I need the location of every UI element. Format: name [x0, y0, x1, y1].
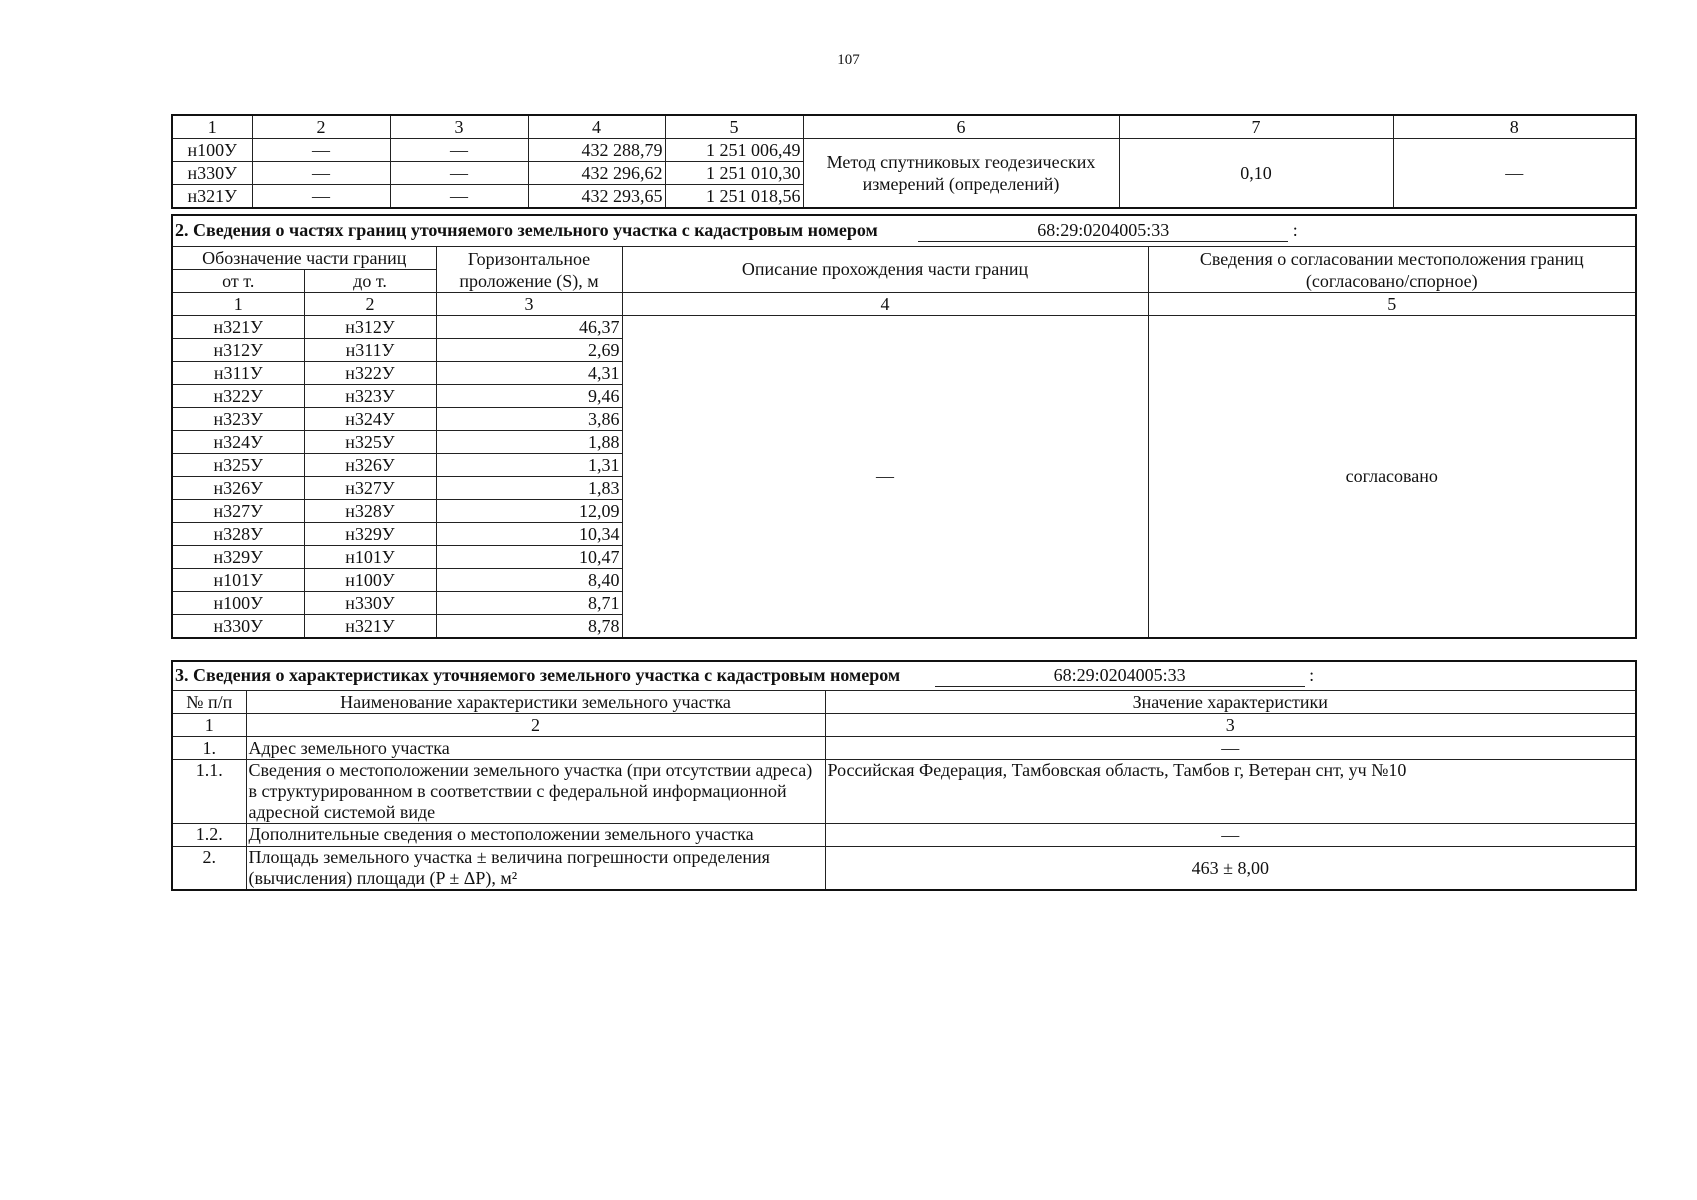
- characteristic-value: Российская Федерация, Тамбовская область, Тамбов г, Ветеран снт, уч №10: [825, 760, 1636, 824]
- page-number: 107: [837, 52, 860, 68]
- characteristic-value: —: [825, 824, 1636, 847]
- section-2-title: 2. Сведения о частях границ уточняемого земельного участка с кадастровым номером: [175, 220, 878, 240]
- value-header: Значение характеристики: [825, 691, 1636, 714]
- to-point: н324У: [304, 408, 436, 431]
- col-number: 1: [172, 714, 246, 737]
- col-number: 3: [436, 293, 622, 316]
- from-point: н324У: [172, 431, 304, 454]
- horizontal-distance: 1,31: [436, 454, 622, 477]
- characteristic-value: 463 ± 8,00: [825, 847, 1636, 891]
- from-point: н321У: [172, 316, 304, 339]
- from-point: н312У: [172, 339, 304, 362]
- col-header: 1: [172, 115, 252, 139]
- col-header: 4: [528, 115, 665, 139]
- point-name: н321У: [172, 185, 252, 209]
- description-header: Описание прохождения части границ: [622, 247, 1148, 293]
- section-3-title: 3. Сведения о характеристиках уточняемого земельного участка с кадастровым номером: [175, 665, 901, 685]
- cell: —: [252, 139, 390, 162]
- horizontal-distance: 10,47: [436, 546, 622, 569]
- from-point: н311У: [172, 362, 304, 385]
- col-header: 8: [1393, 115, 1636, 139]
- boundary-parts-table: [171, 214, 1637, 639]
- horizontal-distance: 1,88: [436, 431, 622, 454]
- name-header: Наименование характеристики земельного участка: [246, 691, 825, 714]
- to-point: н312У: [304, 316, 436, 339]
- col-number: 1: [172, 293, 304, 316]
- table-row: [172, 316, 1636, 339]
- cell: —: [252, 185, 390, 209]
- horizontal-distance: 9,46: [436, 385, 622, 408]
- coord-x: 432 293,65: [528, 185, 665, 209]
- to-point: н101У: [304, 546, 436, 569]
- coord-x: 432 288,79: [528, 139, 665, 162]
- row-num: 1.: [172, 737, 246, 760]
- horizontal-distance: 4,31: [436, 362, 622, 385]
- col8-cell: —: [1393, 139, 1636, 209]
- from-header: от т.: [172, 270, 304, 293]
- to-point: н321У: [304, 615, 436, 639]
- col-number: 2: [304, 293, 436, 316]
- characteristic-name: Дополнительные сведения о местоположении земельного участка: [246, 824, 825, 847]
- table-row: [172, 824, 1636, 847]
- cell: —: [390, 162, 528, 185]
- table-row: [172, 847, 1636, 891]
- table-row: [172, 737, 1636, 760]
- section-title-row: [172, 215, 1636, 247]
- characteristic-value: —: [825, 737, 1636, 760]
- horizontal-distance: 10,34: [436, 523, 622, 546]
- to-header: до т.: [304, 270, 436, 293]
- to-point: н100У: [304, 569, 436, 592]
- coord-y: 1 251 010,30: [665, 162, 803, 185]
- horizontal-header: Горизонтальное проложение (S), м: [436, 247, 622, 293]
- to-point: н328У: [304, 500, 436, 523]
- to-point: н326У: [304, 454, 436, 477]
- column-number-row: [172, 293, 1636, 316]
- agreement-cell: согласовано: [1148, 316, 1636, 639]
- from-point: н328У: [172, 523, 304, 546]
- to-point: н311У: [304, 339, 436, 362]
- to-point: н325У: [304, 431, 436, 454]
- from-point: н330У: [172, 615, 304, 639]
- boundary-rows: [172, 316, 1636, 639]
- header-row: [172, 691, 1636, 714]
- cell: —: [252, 162, 390, 185]
- to-point: н322У: [304, 362, 436, 385]
- point-name: н330У: [172, 162, 252, 185]
- coordinates-header-row: [172, 115, 1636, 139]
- col-number: 5: [1148, 293, 1636, 316]
- table-row: [172, 139, 1636, 162]
- to-point: н327У: [304, 477, 436, 500]
- row-num: 1.1.: [172, 760, 246, 824]
- horizontal-distance: 3,86: [436, 408, 622, 431]
- horizontal-distance: 2,69: [436, 339, 622, 362]
- horizontal-distance: 12,09: [436, 500, 622, 523]
- table-row: [172, 760, 1636, 824]
- coord-y: 1 251 018,56: [665, 185, 803, 209]
- from-point: н325У: [172, 454, 304, 477]
- cell: —: [390, 185, 528, 209]
- coordinates-table: [171, 114, 1637, 209]
- cadastral-number: 68:29:0204005:33: [918, 220, 1288, 242]
- colon: :: [1309, 665, 1315, 685]
- to-point: н330У: [304, 592, 436, 615]
- col-number: 3: [825, 714, 1636, 737]
- section-title-row: [172, 661, 1636, 691]
- horizontal-distance: 8,40: [436, 569, 622, 592]
- coord-y: 1 251 006,49: [665, 139, 803, 162]
- row-num: 2.: [172, 847, 246, 891]
- horizontal-distance: 8,71: [436, 592, 622, 615]
- cell: —: [390, 139, 528, 162]
- horizontal-distance: 46,37: [436, 316, 622, 339]
- from-point: н100У: [172, 592, 304, 615]
- horizontal-distance: 1,83: [436, 477, 622, 500]
- characteristic-name: Адрес земельного участка: [246, 737, 825, 760]
- to-point: н329У: [304, 523, 436, 546]
- col-header: 6: [803, 115, 1119, 139]
- col-number: 4: [622, 293, 1148, 316]
- characteristic-name: Сведения о местоположении земельного участка (при отсутствии адреса) в структурированном в соответствии с федеральной информационной адресной системой виде: [246, 760, 825, 824]
- coord-x: 432 296,62: [528, 162, 665, 185]
- col-header: 5: [665, 115, 803, 139]
- method-cell: Метод спутниковых геодезических измерений (определений): [803, 139, 1119, 209]
- agreement-header: Сведения о согласовании местоположения границ (согласовано/спорное): [1148, 247, 1636, 293]
- row-num: 1.2.: [172, 824, 246, 847]
- characteristic-name: Площадь земельного участка ± величина погрешности определения (вычисления) площади (P ± ΔP), м²: [246, 847, 825, 891]
- header-row: [172, 247, 1636, 270]
- cadastral-number: 68:29:0204005:33: [935, 665, 1305, 687]
- from-point: н327У: [172, 500, 304, 523]
- horizontal-distance: 8,78: [436, 615, 622, 639]
- col-header: 7: [1119, 115, 1393, 139]
- accuracy-cell: 0,10: [1119, 139, 1393, 209]
- from-point: н323У: [172, 408, 304, 431]
- point-name: н100У: [172, 139, 252, 162]
- designation-header: Обозначение части границ: [172, 247, 436, 270]
- from-point: н326У: [172, 477, 304, 500]
- num-header: № п/п: [172, 691, 246, 714]
- from-point: н329У: [172, 546, 304, 569]
- to-point: н323У: [304, 385, 436, 408]
- col-header: 2: [252, 115, 390, 139]
- from-point: н322У: [172, 385, 304, 408]
- col-number: 2: [246, 714, 825, 737]
- colon: :: [1292, 220, 1298, 240]
- column-number-row: [172, 714, 1636, 737]
- description-cell: —: [622, 316, 1148, 639]
- from-point: н101У: [172, 569, 304, 592]
- section-3-title-cell: [172, 661, 1636, 691]
- characteristics-table: [171, 660, 1637, 891]
- section-2-title-cell: [172, 215, 1636, 247]
- col-header: 3: [390, 115, 528, 139]
